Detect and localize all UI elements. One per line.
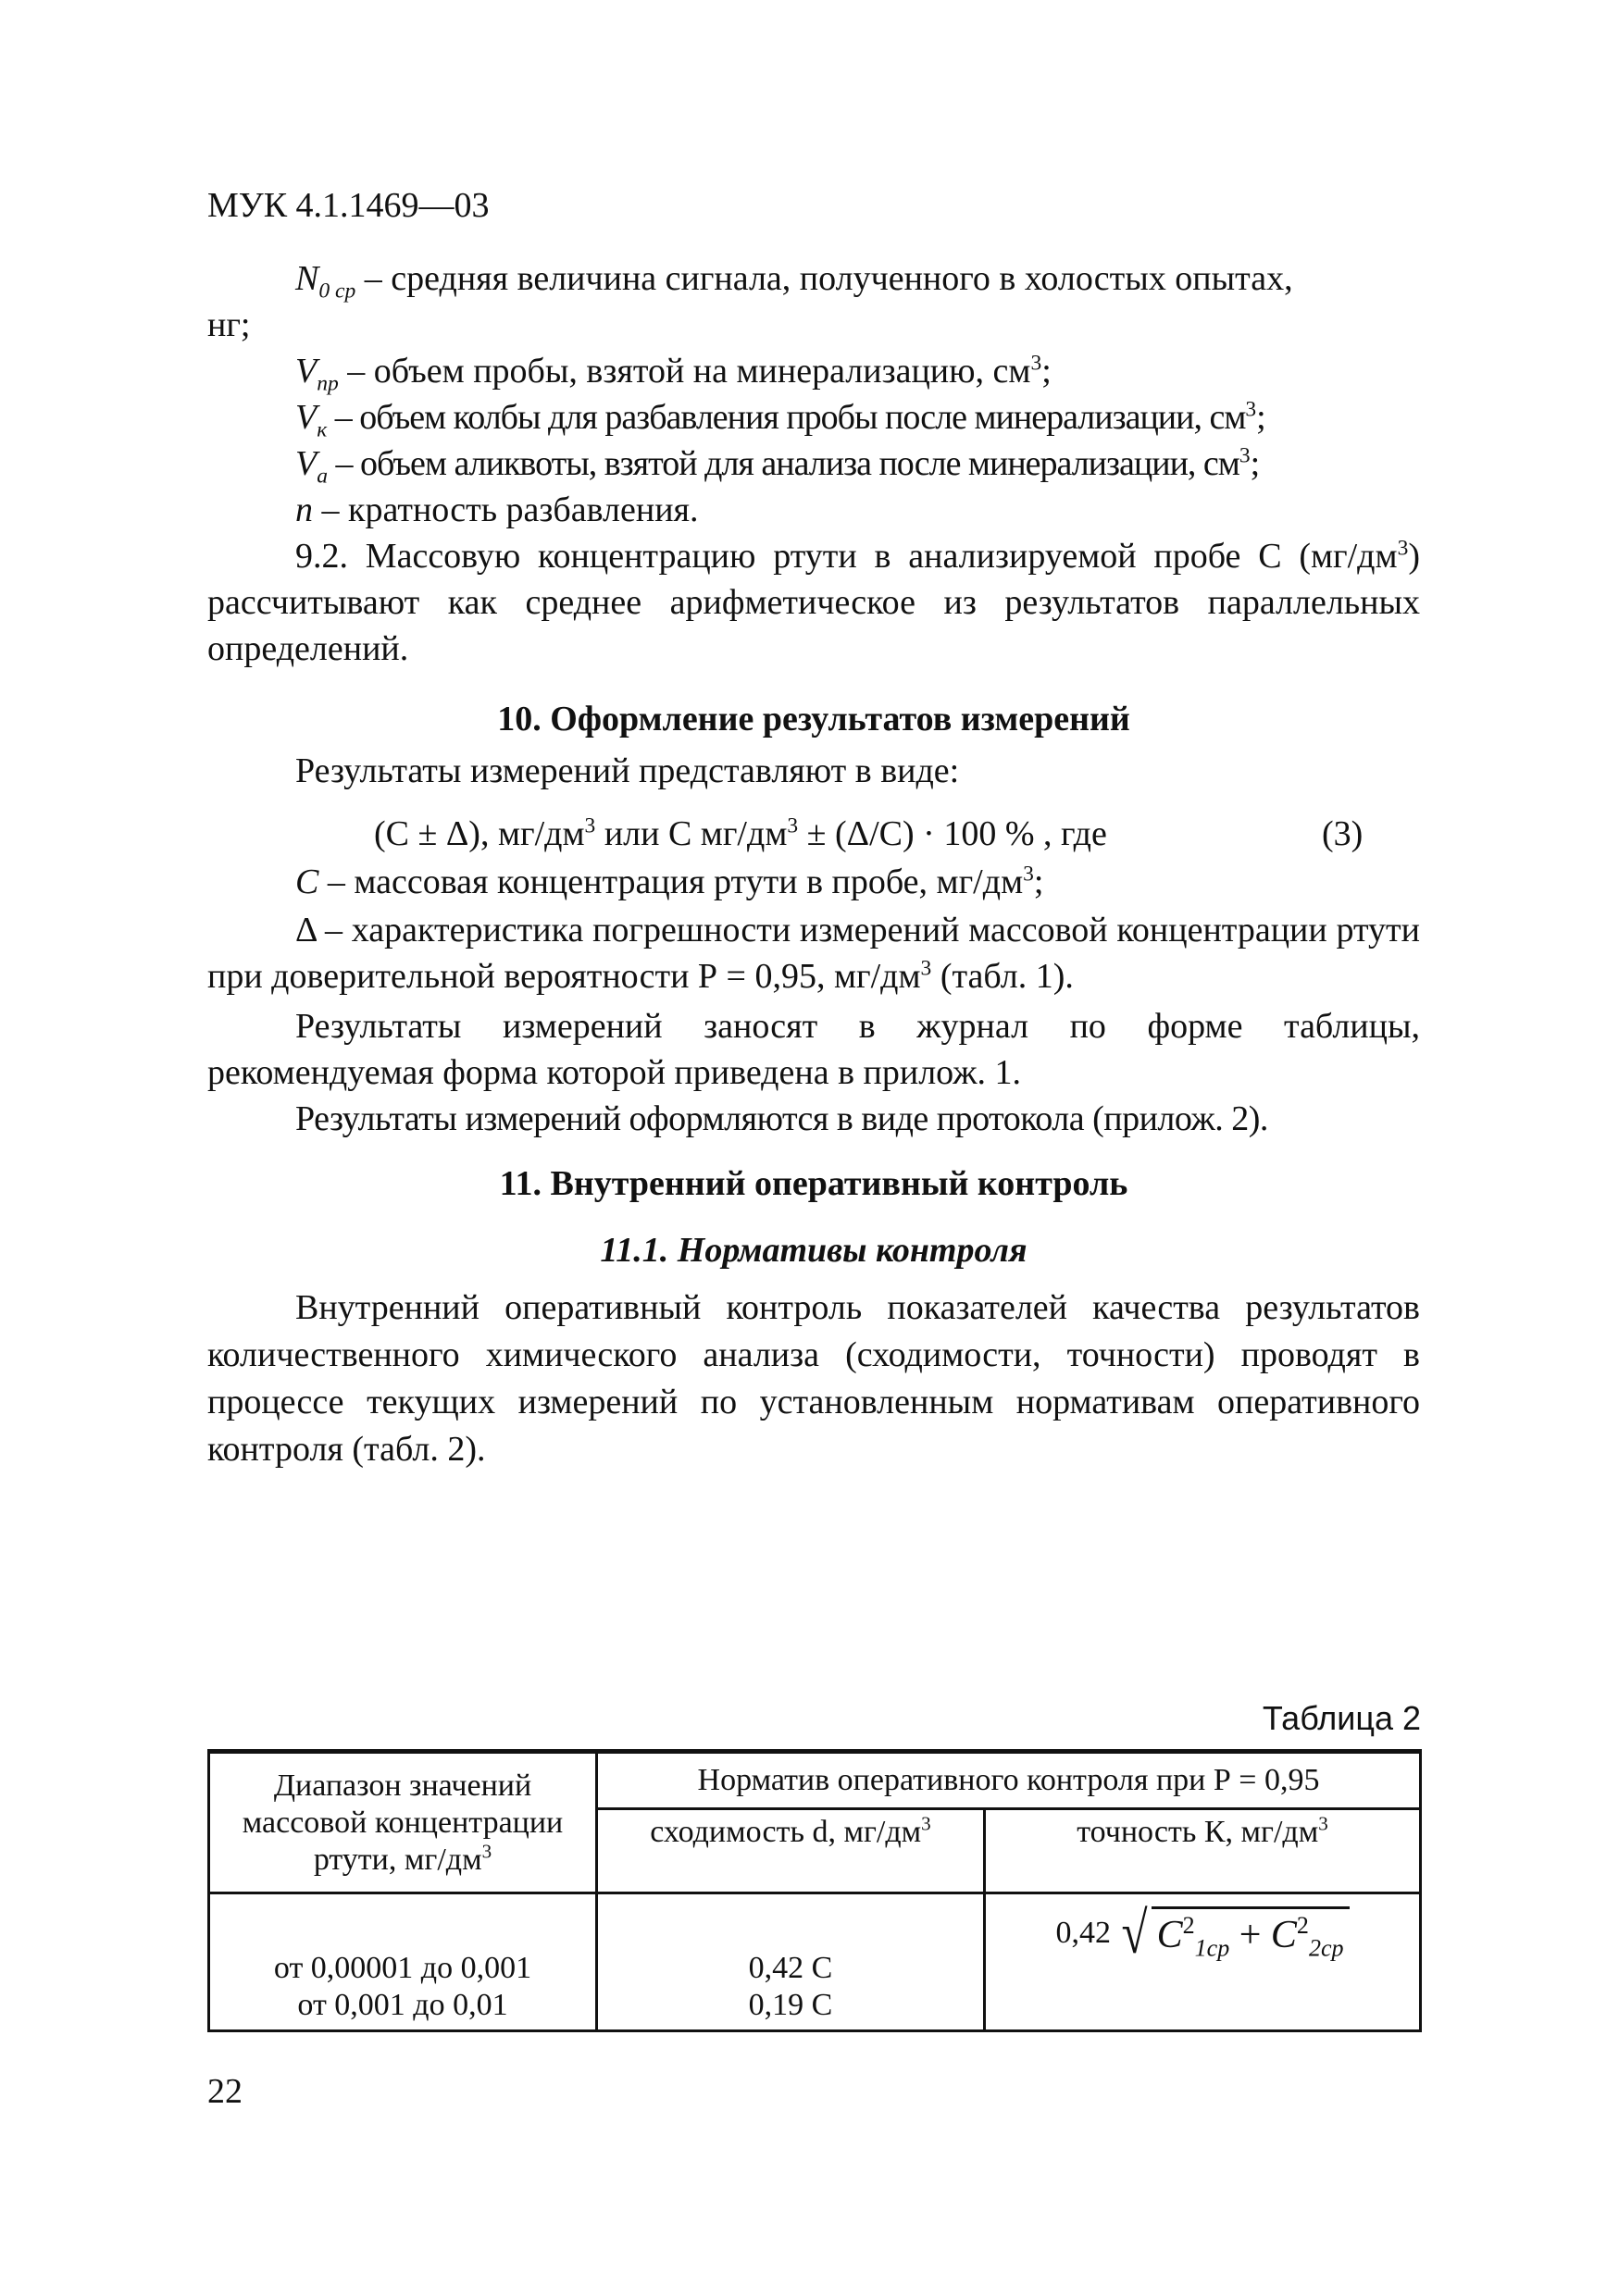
formula-3: (С ± Δ), $мг/дм^3$ или С $мг/дм^3 \pm (\Delta/С) \cdot 100$ % , где [374,813,1107,853]
def-vk: $V_к$ – объем колбы для разбавления пробы после минерализации, $см^3$; [295,397,1266,442]
table-2 [207,1749,1422,2032]
def-delta: Δ – характеристика погрешности измерений массовой концентрации ртути при доверительной вероятности Р = 0,95, $мг/дм^3$ (табл. 1). [207,911,1420,996]
page-number: 22 [207,2072,243,2111]
table-2-caption: Таблица 2 [1262,1699,1421,1737]
section-11-1-title: 11.1. Нормативы контроля [600,1231,1027,1270]
cell-accuracy-formula: 0,42 √ $C^2_{1ср} + C^2_{2ср}$ [985,1893,1421,2031]
def-va: $V_а$ – объем аликвоты, взятой для анализа после минерализации, $см^3$; [295,443,1261,489]
def-vpr: $V_{пр}$ – объем пробы, взятой на минерализацию, $см^3$; [295,351,1052,396]
header-range: Диапазон значений массовой концентрации ртути, $мг/дм^3$ [209,1752,597,1893]
table-row [209,1752,1421,1809]
table-row [209,1893,1421,2031]
header-accuracy: точность К, $мг/дм^3$ [985,1809,1421,1893]
section-10-title: 10. Оформление результатов измерений [497,700,1130,738]
def-n: n – кратность разбавления. [295,490,699,529]
formula-number: (3) [1322,814,1364,853]
radical-sign: √ [1121,1900,1149,1966]
section-10-intro: Результаты измерений представляют в виде: [295,751,960,790]
section-11-title: 11. Внутренний оперативный контроль [499,1164,1128,1203]
sqrt-expression: √ $C^2_{1ср} + C^2_{2ср}$ [1118,1905,1349,1961]
def-n0: $N_{0 ср}$ – средняя величина сигнала, полученного в холостых опытах, [295,259,1293,304]
header-convergence: сходимость d, $мг/дм^3$ [597,1809,985,1893]
paragraph-9-2: 9.2. Массовую концентрацию ртути в анализируемой пробе С $(мг/дм^3)$ рассчитывают как среднее арифметическое из результатов параллельных определений. [207,536,1420,668]
cell-range: от 0,00001 до 0,001 от 0,001 до 0,01 [209,1893,597,2031]
def-n0-cont: нг; [207,305,251,344]
section-11-paragraph: Внутренний оперативный контроль показателей качества результатов количественного химического анализа (сходимости, точности) проводят в процессе текущих измерений по установленным нормативам оперативного контроля (табл. 2). [207,1288,1420,1469]
def-c: С – массовая концентрация ртути в пробе, $мг/дм^3$; [295,862,1044,901]
journal-paragraph: Результаты измерений заносят в журнал по форме таблицы, рекомендуемая форма которой приведена в прилож. 1. [207,1007,1420,1092]
cell-convergence: 0,42 С 0,19 С [597,1893,985,2031]
document-header: МУК 4.1.1469—03 [207,186,490,225]
header-norm: Норматив оперативного контроля при Р = 0,95 [597,1752,1421,1809]
protocol-paragraph: Результаты измерений оформляются в виде протокола (прилож. 2). [295,1099,1268,1138]
